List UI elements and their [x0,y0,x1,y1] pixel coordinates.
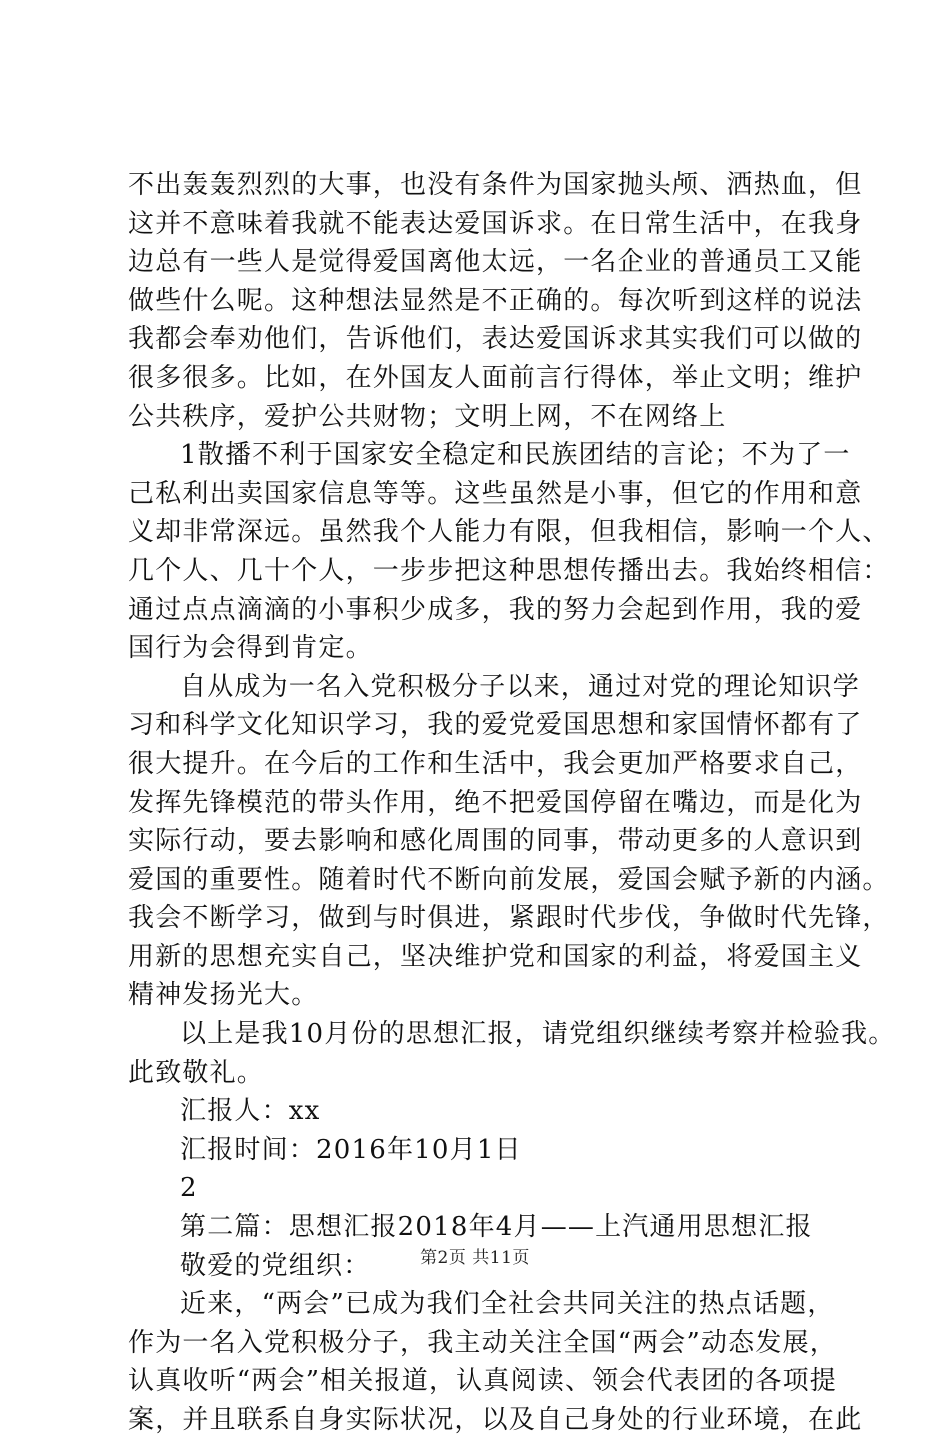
text-line: 国行为会得到肯定。 [128,633,373,664]
page-marker: 2 [180,1173,198,1204]
text-line: 公共秩序，爱护公共财物；文明上网，不在网络上 [128,401,727,432]
section-heading: 第二篇：思想汇报2018年4月——上汽通用思想汇报 [180,1212,813,1243]
report-date: 汇报时间：2016年10月1日 [180,1134,522,1165]
text-line: 实际行动，要去影响和感化周围的同事，带动更多的人意识到 [128,826,863,857]
text-line: 通过点点滴滴的小事积少成多，我的努力会起到作用，我的爱 [128,594,863,625]
text-line: 我都会奉劝他们，告诉他们，表达爱国诉求其实我们可以做的 [128,324,863,355]
text-line: 习和科学文化知识学习，我的爱党爱国思想和家国情怀都有了 [128,710,863,741]
text-line: 自从成为一名入党积极分子以来，通过对党的理论知识学 [180,671,861,702]
text-line: 很多很多。比如，在外国友人面前言行得体，举止文明；维护 [128,362,863,393]
text-line: 近来，“两会”已成为我们全社会共同关注的热点话题， [180,1289,835,1320]
text-line: 1散播不利于国家安全稳定和民族团结的言论；不为了一 [180,440,851,471]
signature-name: 汇报人：xx [180,1096,321,1127]
text-line: 此致敬礼。 [128,1057,265,1088]
text-line: 义却非常深远。虽然我个人能力有限，但我相信，影响一个人、 [128,517,890,548]
text-line: 很大提升。在今后的工作和生活中，我会更加严格要求自己， [128,748,863,779]
text-line: 几个人、几十个人，一步步把这种思想传播出去。我始终相信： [128,555,890,586]
text-line: 边总有一些人是觉得爱国离他太远，一名企业的普通员工又能 [128,247,863,278]
text-line: 我会不断学习，做到与时俱进，紧跟时代步伐，争做时代先锋， [128,903,890,934]
text-line: 不出轰轰烈烈的大事，也没有条件为国家抛头颅、洒热血，但 [128,170,863,200]
text-line: 案，并且联系自身实际状况，以及自己身处的行业环境，在此 [128,1405,863,1435]
salutation: 敬爱的党组织： [180,1250,371,1281]
text-line: 认真收听“两会”相关报道，认真阅读、领会代表团的各项提 [128,1366,837,1397]
text-line: 己私利出卖国家信息等等。这些虽然是小事，但它的作用和意 [128,478,863,509]
text-line: 这并不意味着我就不能表达爱国诉求。在日常生活中，在我身 [128,208,863,239]
text-line: 用新的思想充实自己，坚决维护党和国家的利益，将爱国主义 [128,941,863,972]
page-footer: 第2页 共11页 [420,1248,530,1268]
text-line: 爱国的重要性。随着时代不断向前发展，爱国会赋予新的内涵。 [128,864,890,895]
text-line: 发挥先锋模范的带头作用，绝不把爱国停留在嘴边，而是化为 [128,787,863,818]
text-line: 以上是我10月份的思想汇报，请党组织继续考察并检验我。 [180,1019,896,1050]
text-line: 精神发扬光大。 [128,980,319,1011]
text-line: 作为一名入党积极分子，我主动关注全国“两会”动态发展， [128,1327,837,1358]
text-line: 做些什么呢。这种想法显然是不正确的。每次听到这样的说法 [128,285,863,316]
